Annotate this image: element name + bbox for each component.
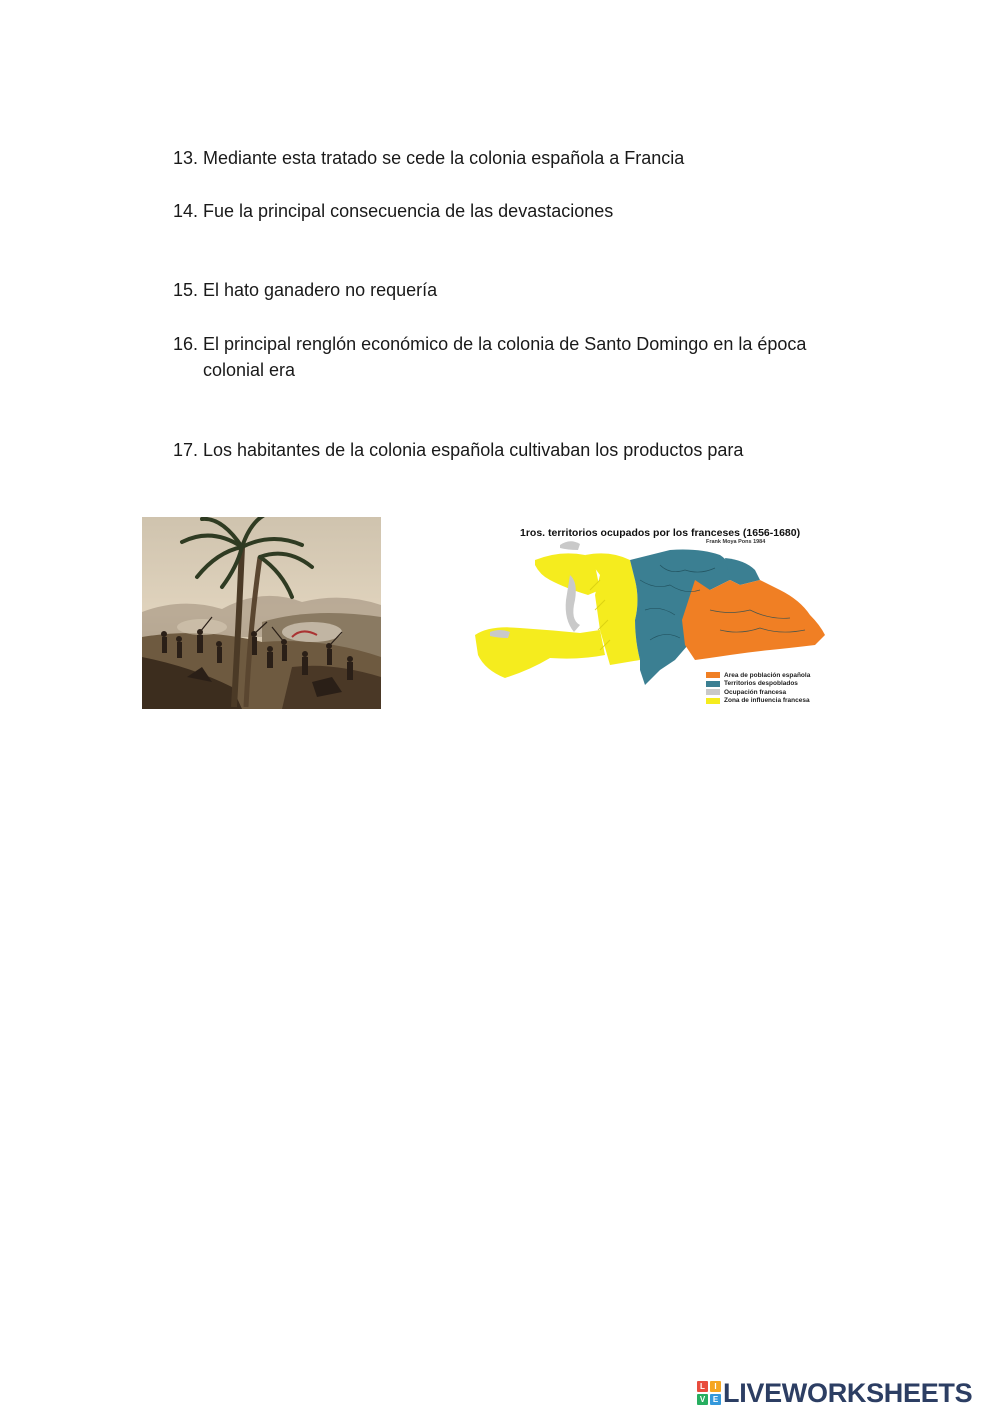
- question-number: 17.: [173, 440, 199, 460]
- question-text: El principal renglón económico de la colonia de Santo Domingo en la época colonial era: [203, 334, 807, 380]
- battle-painting-image: [142, 517, 381, 709]
- question-text: El hato ganadero no requería: [203, 280, 438, 300]
- map-credit: Frank Moya Pons 1984: [706, 539, 766, 545]
- question-16: [173, 331, 853, 383]
- legend-label: Area de población española: [724, 671, 811, 679]
- logo-letter: L: [697, 1381, 708, 1392]
- question-15: [173, 277, 853, 303]
- question-13: [173, 145, 853, 171]
- logo-letter: V: [697, 1394, 708, 1405]
- legend-item: [706, 697, 810, 705]
- brand-name: LIVEWORKSHEETS: [723, 1377, 973, 1408]
- question-text: Fue la principal consecuencia de las devastaciones: [203, 201, 614, 221]
- question-number: 16.: [173, 334, 199, 354]
- legend-item: [706, 688, 810, 696]
- question-text: Los habitantes de la colonia española cultivaban los productos para: [203, 440, 744, 460]
- question-14: [173, 198, 853, 224]
- hispaniola-map: [470, 520, 832, 712]
- question-17: [173, 437, 853, 463]
- legend-label: Zona de influencia francesa: [724, 697, 810, 704]
- legend-swatch: [706, 672, 720, 678]
- legend-item: [706, 671, 810, 679]
- question-number: 15.: [173, 280, 199, 300]
- map-title: 1ros. territorios ocupados por los franceses (1656-1680): [520, 527, 801, 539]
- question-number: 13.: [173, 148, 199, 168]
- legend-label: Ocupación francesa: [724, 688, 787, 696]
- logo-letter: E: [710, 1394, 721, 1405]
- liveworksheets-logo-icon: [697, 1381, 721, 1405]
- question-text: Mediante esta tratado se cede la colonia española a Francia: [203, 148, 685, 168]
- legend-swatch: [706, 689, 720, 695]
- legend-swatch: [706, 698, 720, 704]
- logo-letter: I: [710, 1381, 721, 1392]
- map-legend: [706, 671, 810, 705]
- liveworksheets-logo[interactable]: [697, 1377, 972, 1409]
- legend-label: Territorios despoblados: [724, 680, 798, 687]
- legend-swatch: [706, 681, 720, 687]
- question-number: 14.: [173, 201, 199, 221]
- spanish-population-area: [682, 580, 825, 660]
- legend-item: [706, 680, 810, 688]
